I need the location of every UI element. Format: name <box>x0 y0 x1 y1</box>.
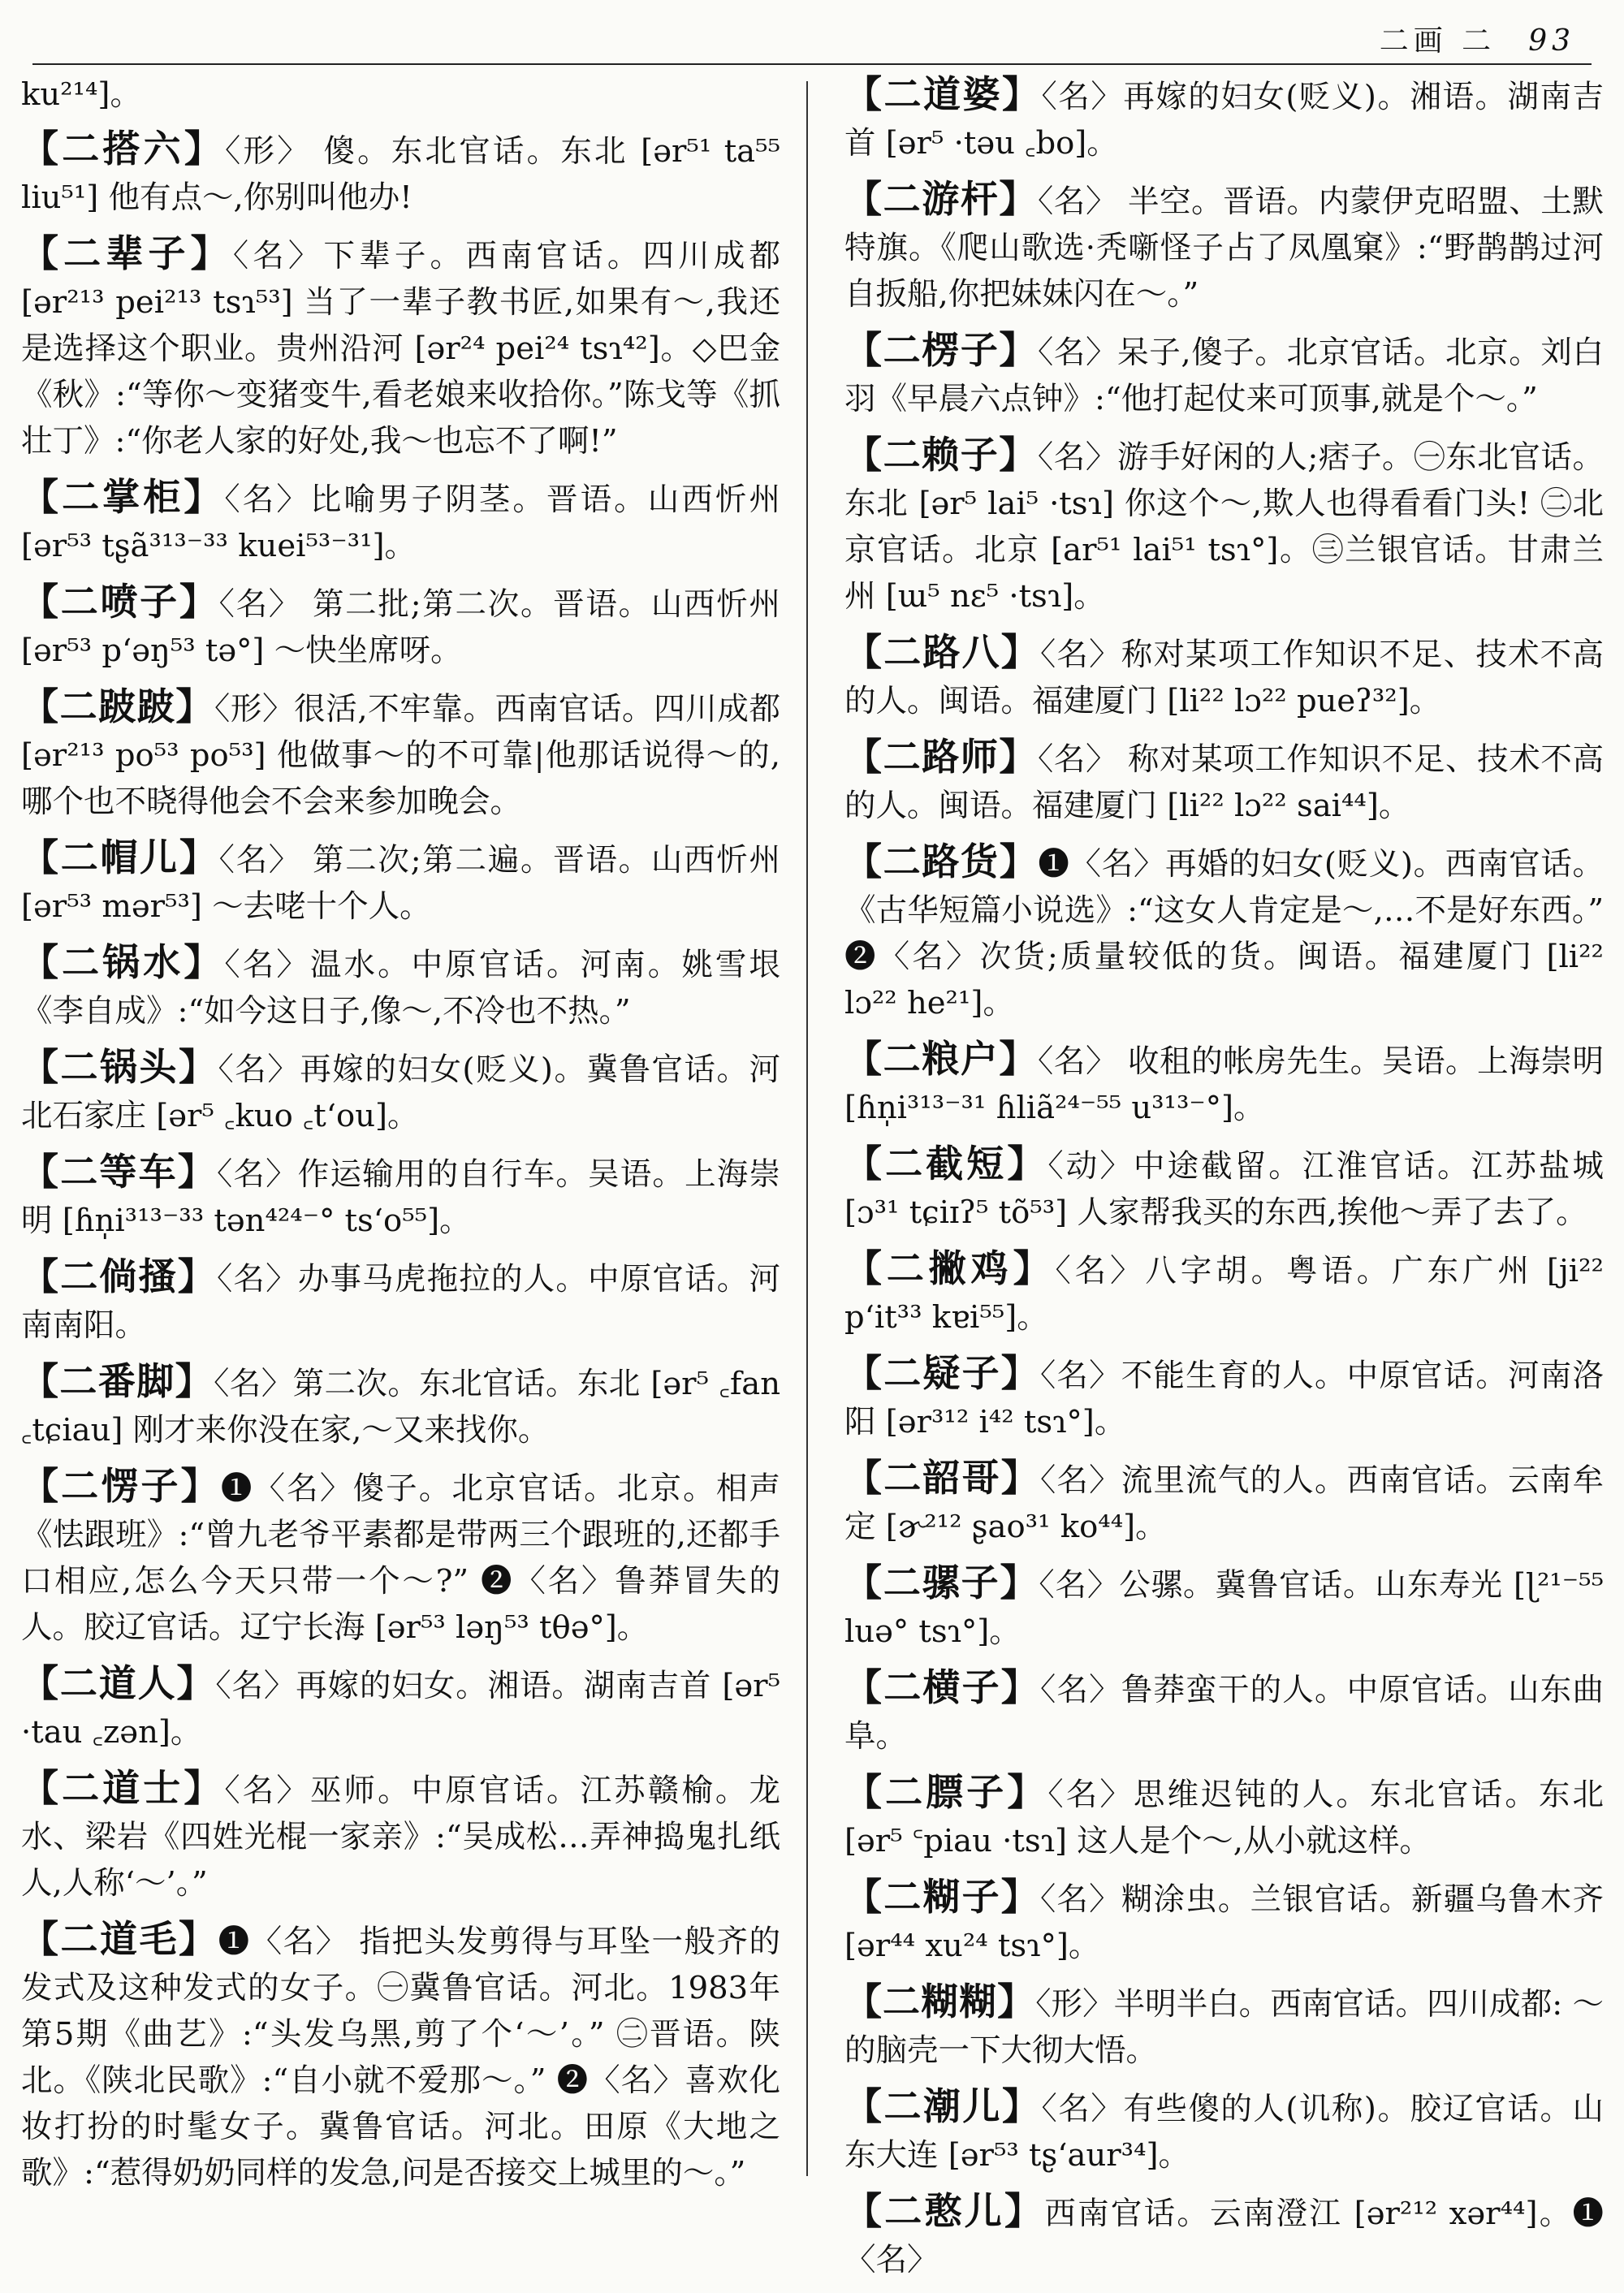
entry-definition: 〈名〉流里流气的人。西南官话。云南牟定 [ɚ²¹² ʂao³¹ ko⁴⁴]。 <box>844 1462 1604 1545</box>
running-head <box>1380 18 1575 59</box>
dictionary-entry <box>844 1455 1604 1550</box>
dictionary-entry <box>844 1350 1604 1445</box>
entry-definition: 〈名〉游手好闲的人;痞子。㊀东北官话。东北 [ər⁵ lai⁵ ·tsɿ] 你这个～,欺人也得看看门头! ㊁北京官话。北京 [ar⁵¹ lai⁵¹ tsɿ°]。㊂兰银官话。甘肃兰州 [ɯ⁵ nɛ⁵ ·tsɿ]。 <box>844 439 1604 615</box>
dictionary-entry <box>21 579 780 674</box>
entry-definition: 〈名〉思维迟钝的人。东北官话。东北 [ər⁵ ꜂piau ·tsɿ] 这人是个～,从小就这样。 <box>844 1777 1604 1859</box>
entry-definition: 〈名〉糊涂虫。兰银官话。新疆乌鲁木齐 [ər⁴⁴ xu²⁴ tsɿ°]。 <box>844 1881 1604 1964</box>
entry-headword: 【二番脚】 <box>21 1359 214 1403</box>
entry-definition: ❶〈名〉 指把头发剪得与耳坠一般齐的发式及这种发式的女子。㊀冀鲁官话。河北。1983年第5期《曲艺》:“头发乌黑,剪了个‘～’。” ㊁晋语。陕北。《陕北民歌》:“自小就不爱那～。” ❷〈名〉喜欢化妆打扮的时髦女子。冀鲁官话。河北。田原《大地之歌》:“惹得奶奶同样的发急,问是否接交上城里的～。” <box>21 1924 780 2192</box>
entry-headword: 【二倘搔】 <box>21 1254 217 1298</box>
entry-definition: 〈名〉 第二批;第二次。晋语。山西忻州 [ər⁵³ p‘əŋ⁵³ tə°] ～快坐席呀。 <box>21 586 780 669</box>
entry-headword: 【二赖子】 <box>844 433 1038 477</box>
entry-headword: 【二等车】 <box>21 1150 217 1194</box>
right-column <box>844 71 1604 2293</box>
entry-definition: ku²¹⁴]。 <box>21 76 141 113</box>
entry-headword: 【二道人】 <box>21 1661 216 1705</box>
entry-definition: 〈名〉 半空。晋语。内蒙伊克昭盟、土默特旗。《爬山歌选·秃噺怪子占了凤凰窠》:“野鹊鹊过河自扳船,你把妹妹闪在～。” <box>844 184 1604 313</box>
entry-definition: 〈名〉 收租的帐房先生。吴语。上海崇明 [ɦn̩i³¹³⁻³¹ ɦliã²⁴⁻⁵⁵ u³¹³⁻°]。 <box>844 1043 1604 1126</box>
entry-headword: 【二游杆】 <box>844 177 1039 221</box>
dictionary-entry <box>21 126 780 221</box>
entry-headword: 【二喷子】 <box>21 580 219 624</box>
entry-definition: 西南官话。云南澄江 [ər²¹² xər⁴⁴]。❶〈名〉 <box>844 2196 1604 2278</box>
dictionary-entry <box>844 2188 1604 2283</box>
entry-definition: 〈名〉呆子,傻子。北京官话。北京。刘白羽《早晨六点钟》:“他打起仗来可顶事,就是个～。” <box>844 335 1604 417</box>
entry-definition: 〈名〉再嫁的妇女。湘语。湖南吉首 [ər⁵ ·tau ꜀zən]。 <box>21 1668 780 1751</box>
dictionary-entry <box>844 71 1604 166</box>
section-label: 二画 二 <box>1379 24 1497 58</box>
dictionary-entry <box>844 1246 1604 1341</box>
entry-definition: 〈名〉鲁莽蛮干的人。中原官话。山东曲阜。 <box>844 1672 1604 1755</box>
entry-headword: 【二糊糊】 <box>844 1980 1036 2023</box>
entry-definition: 〈名〉 第二次;第二遍。晋语。山西忻州 [ər⁵³ mər⁵³] ～去咾十个人。 <box>21 842 780 925</box>
entry-definition: ❶〈名〉再婚的妇女(贬义)。西南官话。《古华短篇小说选》:“这女人肯定是～,…不是好东西。” ❷〈名〉次货;质量较低的货。闽语。福建厦门 [li²² lɔ²² he²¹]。 <box>844 846 1604 1021</box>
entry-headword: 【二帽儿】 <box>21 836 219 879</box>
entry-headword: 【二愣子】 <box>21 1464 221 1508</box>
entry-definition: ❶〈名〉傻子。北京官话。北京。相声《怯跟班》:“曾九老爷平素都是带两三个跟班的,还都手口相应,怎么今天只带一个～?” ❷〈名〉鲁莽冒失的人。胶辽官话。辽宁长海 [ər⁵³ ləŋ⁵³ tθə°]。 <box>21 1470 780 1646</box>
dictionary-entry <box>21 1765 780 1907</box>
entry-definition: 〈形〉很活,不牢靠。西南官话。四川成都 [ər²¹³ po⁵³ po⁵³] 他做事～的不可靠|他那话说得～的,哪个也不晓得他会不会来参加晚会。 <box>21 691 780 820</box>
dictionary-entry <box>21 1254 780 1349</box>
entry-headword: 【二掌柜】 <box>21 475 225 519</box>
dictionary-entry <box>21 231 780 464</box>
entry-definition: 〈名〉下辈子。西南官话。四川成都 [ər²¹³ pei²¹³ tsɿ⁵³] 当了一辈子教书匠,如果有～,我还是选择这个职业。贵州沿河 [ər²⁴ pei²⁴ tsɿ⁴²]。◇巴金《秋》:“等你～变猪变牛,看老娘来收拾你。”陈戈等《抓壮丁》:“你老人家的好处,我～也忘不了啊!” <box>21 238 780 460</box>
entry-headword: 【二憨儿】 <box>844 2189 1045 2233</box>
dictionary-entry <box>21 939 780 1034</box>
entry-definition: 〈名〉温水。中原官话。河南。姚雪垠《李自成》:“如今这日子,像～,不冷也不热。” <box>21 947 780 1030</box>
dictionary-entry <box>844 839 1604 1026</box>
entry-headword: 【二楞子】 <box>844 328 1039 372</box>
entry-definition: 〈名〉作运输用的自行车。吴语。上海崇明 [ɦn̩i³¹³⁻³³ tən⁴²⁴⁻° ts‘o⁵⁵]。 <box>21 1156 780 1239</box>
entry-definition: 〈名〉办事马虎拖拉的人。中原官话。河南南阳。 <box>21 1261 780 1344</box>
dictionary-entry <box>21 1463 780 1651</box>
dictionary-entry <box>21 1358 780 1453</box>
entry-headword: 【二道士】 <box>21 1766 225 1810</box>
entry-headword: 【二路八】 <box>844 630 1040 674</box>
entry-headword: 【二辈子】 <box>21 231 233 275</box>
entry-definition: 〈形〉半明半白。西南官话。四川成都: ～的脑壳一下大彻大悟。 <box>844 1986 1605 2069</box>
left-column <box>21 71 780 2206</box>
column-divider <box>806 81 808 2176</box>
dictionary-entry <box>844 629 1604 724</box>
dictionary-entry <box>844 734 1604 829</box>
entry-headword: 【二韶哥】 <box>844 1456 1040 1500</box>
dictionary-entry <box>844 1769 1604 1864</box>
entry-headword: 【二搭六】 <box>21 127 226 171</box>
entry-headword: 【二膘子】 <box>844 1770 1048 1814</box>
dictionary-entry <box>21 71 780 118</box>
entry-definition: 〈名〉第二次。东北官话。东北 [ər⁵ ꜀fan ꜀tɕiau] 刚才来你没在家,～又来找你。 <box>21 1366 781 1449</box>
entry-headword: 【二路货】 <box>844 840 1039 883</box>
dictionary-entry <box>21 1149 780 1244</box>
dictionary-entry <box>844 1036 1604 1131</box>
dictionary-entry <box>844 1874 1604 1969</box>
dictionary-entry <box>844 432 1604 620</box>
entry-headword: 【二糊子】 <box>844 1875 1040 1919</box>
dictionary-entry <box>21 1044 780 1139</box>
entry-definition: 〈形〉 傻。东北官话。东北 [ər⁵¹ ta⁵⁵ liu⁵¹] 他有点～,你别叫他办! <box>21 133 780 216</box>
entry-definition: 〈名〉比喻男子阴茎。晋语。山西忻州 [ər⁵³ tʂã³¹³⁻³³ kuei⁵³⁻³¹]。 <box>21 481 780 564</box>
dictionary-entry <box>21 684 780 825</box>
dictionary-entry <box>844 1665 1604 1760</box>
entry-headword: 【二横子】 <box>844 1665 1040 1709</box>
entry-definition: 〈名〉有些傻的人(讥称)。胶辽官话。山东大连 [ər⁵³ tʂ‘aur³⁴]。 <box>844 2091 1604 2174</box>
dictionary-entry <box>844 176 1604 317</box>
entry-headword: 【二路师】 <box>844 735 1039 779</box>
entry-definition: 〈名〉公骡。冀鲁官话。山东寿光 [ɭ²¹⁻⁵⁵ luə° tsɿ°]。 <box>844 1567 1604 1650</box>
entry-headword: 【二粮户】 <box>844 1037 1039 1081</box>
header-rule <box>32 63 1592 65</box>
dictionary-entry <box>21 1660 780 1755</box>
entry-definition: 〈名〉 称对某项工作知识不足、技术不高的人。闽语。福建厦门 [li²² lɔ²² sai⁴⁴]。 <box>844 741 1604 824</box>
dictionary-entry <box>844 327 1604 422</box>
page-number: 93 <box>1528 24 1575 58</box>
dictionary-entry <box>21 474 780 569</box>
entry-definition: 〈名〉巫师。中原官话。江苏赣榆。龙水、梁岩《四姓光棍一家亲》:“吴成松…弄神捣鬼扎纸人,人称‘～’。” <box>21 1773 780 1902</box>
dictionary-entry <box>21 1916 780 2196</box>
entry-headword: 【二潮儿】 <box>844 2084 1042 2128</box>
dictionary-entry <box>21 835 780 930</box>
entry-headword: 【二撇鸡】 <box>844 1246 1056 1290</box>
entry-headword: 【二骡子】 <box>844 1561 1039 1604</box>
entry-headword: 【二锅水】 <box>21 940 225 984</box>
entry-definition: 〈名〉八字胡。粤语。广东广州 [ji²² p‘it³³ kɐi⁵⁵]。 <box>844 1253 1604 1336</box>
entry-definition: 〈名〉再嫁的妇女(贬义)。冀鲁官话。河北石家庄 [ər⁵ ꜀kuo ꜀t‘ou]。 <box>21 1051 780 1134</box>
entry-headword: 【二跛跛】 <box>21 684 215 728</box>
entry-headword: 【二道婆】 <box>844 72 1042 116</box>
entry-headword: 【二道毛】 <box>21 1917 218 1961</box>
entry-headword: 【二锅头】 <box>21 1045 218 1089</box>
entry-definition: 〈名〉再嫁的妇女(贬义)。湘语。湖南吉首 [ər⁵ ·təu ꜀bo]。 <box>844 79 1604 162</box>
entry-definition: 〈名〉不能生育的人。中原官话。河南洛阳 [ər³¹² i⁴² tsɿ°]。 <box>844 1358 1604 1440</box>
dictionary-entry <box>844 1560 1604 1655</box>
dictionary-entry <box>844 1979 1604 2074</box>
entry-definition: 〈名〉称对某项工作知识不足、技术不高的人。闽语。福建厦门 [li²² lɔ²² pueʔ³²]。 <box>844 637 1604 719</box>
dictionary-entry <box>844 1141 1604 1236</box>
entry-headword: 【二疑子】 <box>844 1351 1040 1395</box>
dictionary-entry <box>844 2084 1604 2179</box>
entry-headword: 【二截短】 <box>844 1142 1048 1185</box>
entry-definition: 〈动〉中途截留。江淮官话。江苏盐城 [ɔ³¹ tɕiɪʔ⁵ tõ⁵³] 人家帮我买的东西,挨他～弄了去了。 <box>844 1148 1604 1231</box>
